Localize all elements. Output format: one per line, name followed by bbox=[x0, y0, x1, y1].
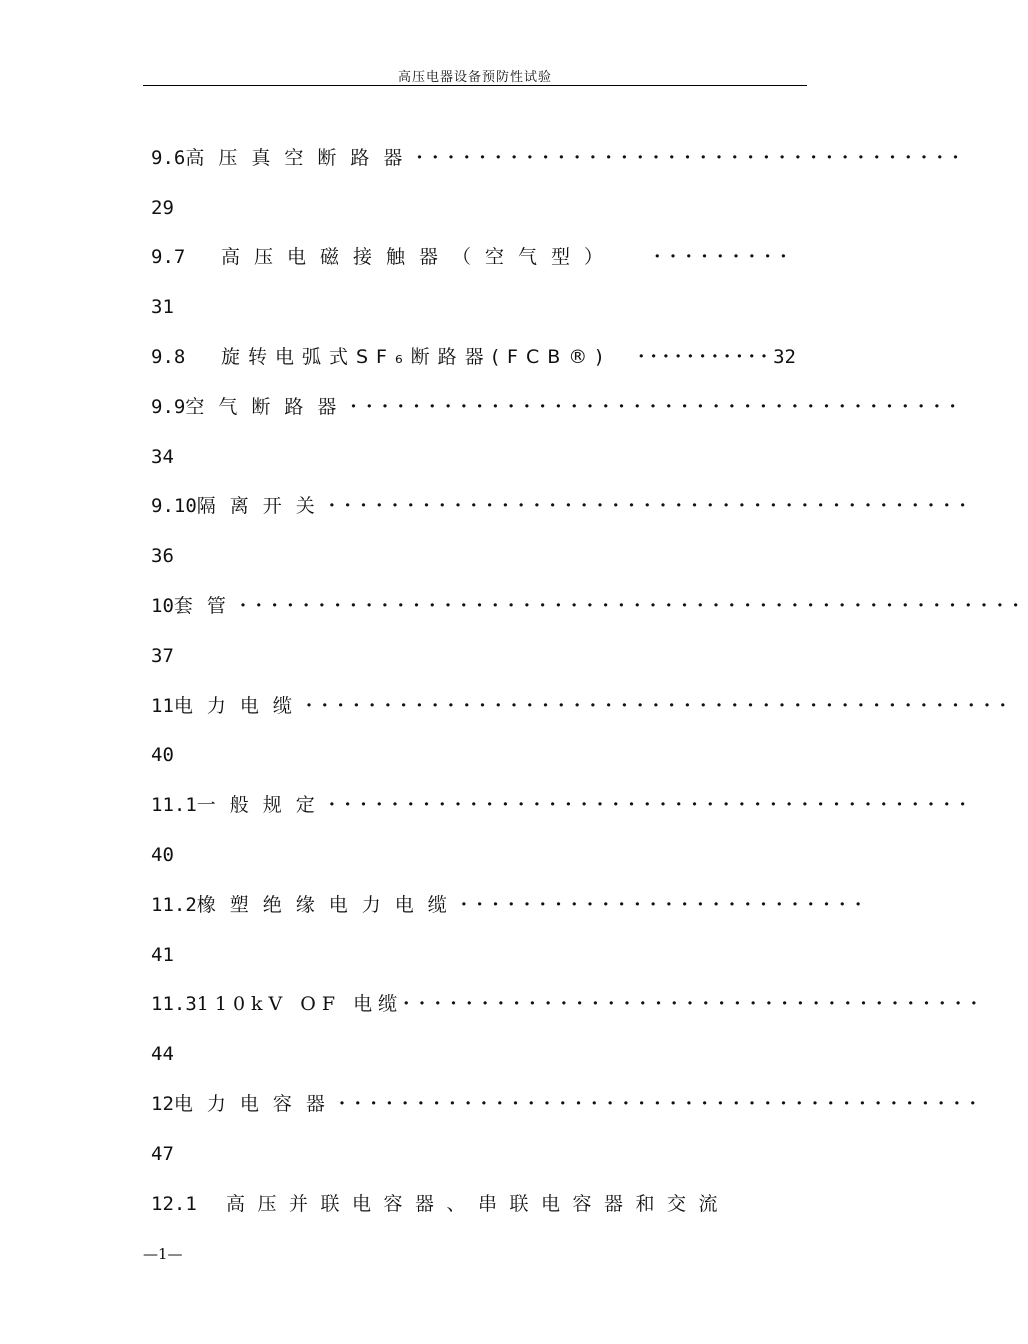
toc-page-number: 44 bbox=[151, 1043, 174, 1066]
toc-entry[interactable] bbox=[151, 382, 966, 432]
toc-page-number: 40 bbox=[151, 744, 174, 767]
toc-title: 高压真空断路器 bbox=[185, 146, 417, 169]
toc-title: 电力电容器 bbox=[173, 1093, 339, 1116]
toc-number: 9.6 bbox=[151, 146, 186, 169]
toc-page-line bbox=[151, 183, 796, 233]
toc-number: 11.3 bbox=[151, 993, 197, 1016]
toc-leader-dots: ······································· bbox=[350, 395, 966, 417]
toc-page-number: 34 bbox=[151, 445, 174, 468]
toc-entry[interactable] bbox=[151, 880, 871, 930]
toc-title: 110kV OF 电缆 bbox=[196, 993, 404, 1016]
toc-entry[interactable] bbox=[151, 980, 987, 1030]
toc-title: 电力电缆 bbox=[173, 694, 306, 717]
toc-page-line bbox=[151, 830, 796, 880]
toc-number: 12.1 bbox=[151, 1192, 197, 1215]
toc-page-line bbox=[151, 1029, 796, 1079]
toc-number: 9.9 bbox=[151, 395, 186, 418]
toc-number: 9.7 bbox=[151, 246, 186, 269]
toc-leader-dots: ········································· bbox=[328, 794, 976, 816]
toc-entry[interactable] bbox=[151, 1079, 986, 1129]
toc-page-number: 41 bbox=[151, 943, 174, 966]
toc-title: 空气断路器 bbox=[185, 395, 351, 418]
toc-number: 11.1 bbox=[151, 794, 197, 817]
toc-title: 高压电磁接触器（空气型） bbox=[221, 246, 618, 269]
toc-page-line bbox=[151, 531, 796, 581]
toc-entry[interactable] bbox=[151, 233, 796, 283]
toc-entry[interactable] bbox=[151, 780, 976, 830]
page-header: 高压电器设备预防性试验 bbox=[397, 70, 552, 85]
toc-page-line bbox=[151, 631, 796, 681]
toc-entry[interactable] bbox=[151, 133, 969, 183]
toc-entry[interactable] bbox=[151, 581, 1028, 631]
toc-title: 橡塑绝缘电力电缆 bbox=[196, 893, 461, 916]
toc-leader-dots: ············································· bbox=[305, 694, 1016, 716]
toc-page-number: 36 bbox=[151, 545, 174, 568]
toc-page-line bbox=[151, 731, 796, 781]
toc-entry[interactable] bbox=[151, 1179, 796, 1229]
toc-entry[interactable] bbox=[151, 681, 1016, 731]
toc-title: 旋转电弧式SF₆断路器(FCB®) bbox=[221, 346, 611, 369]
toc-number: 12 bbox=[151, 1093, 174, 1116]
toc-number: 9.8 bbox=[151, 346, 186, 369]
toc-page-number: 32 bbox=[773, 346, 796, 369]
toc-page-line bbox=[151, 282, 796, 332]
toc-leader-dots: ··········· bbox=[638, 346, 774, 368]
toc-entry[interactable] bbox=[151, 332, 796, 382]
toc-leader-dots: ·················································· bbox=[239, 595, 1028, 617]
header-rule bbox=[143, 85, 807, 86]
table-of-contents bbox=[151, 133, 1028, 1229]
toc-leader-dots: ········································· bbox=[328, 495, 976, 517]
toc-page-line bbox=[151, 432, 796, 482]
toc-page-number: 31 bbox=[151, 296, 174, 319]
toc-title: 套管 bbox=[173, 595, 240, 618]
toc-leader-dots: ··································· bbox=[416, 146, 969, 168]
toc-leader-dots: ········· bbox=[654, 246, 796, 268]
toc-number: 11 bbox=[151, 694, 174, 717]
toc-page-line bbox=[151, 1129, 796, 1179]
toc-number: 9.10 bbox=[151, 495, 197, 518]
toc-page-line bbox=[151, 930, 796, 980]
toc-number: 11.2 bbox=[151, 893, 197, 916]
toc-page-number: 29 bbox=[151, 196, 174, 219]
toc-page-number: 47 bbox=[151, 1142, 174, 1165]
toc-page-number: 40 bbox=[151, 844, 174, 867]
toc-number: 10 bbox=[151, 595, 174, 618]
toc-title: 高压并联电容器、串联电容器和交流 bbox=[226, 1192, 731, 1215]
toc-leader-dots: ····································· bbox=[403, 993, 987, 1015]
toc-entry[interactable] bbox=[151, 482, 976, 532]
toc-leader-dots: ········································· bbox=[338, 1093, 986, 1115]
toc-leader-dots: ·························· bbox=[460, 893, 871, 915]
page-footer-number: —1— bbox=[143, 1245, 183, 1263]
toc-title: 一般规定 bbox=[196, 794, 329, 817]
toc-title: 隔离开关 bbox=[196, 495, 329, 518]
toc-page-number: 37 bbox=[151, 644, 174, 667]
